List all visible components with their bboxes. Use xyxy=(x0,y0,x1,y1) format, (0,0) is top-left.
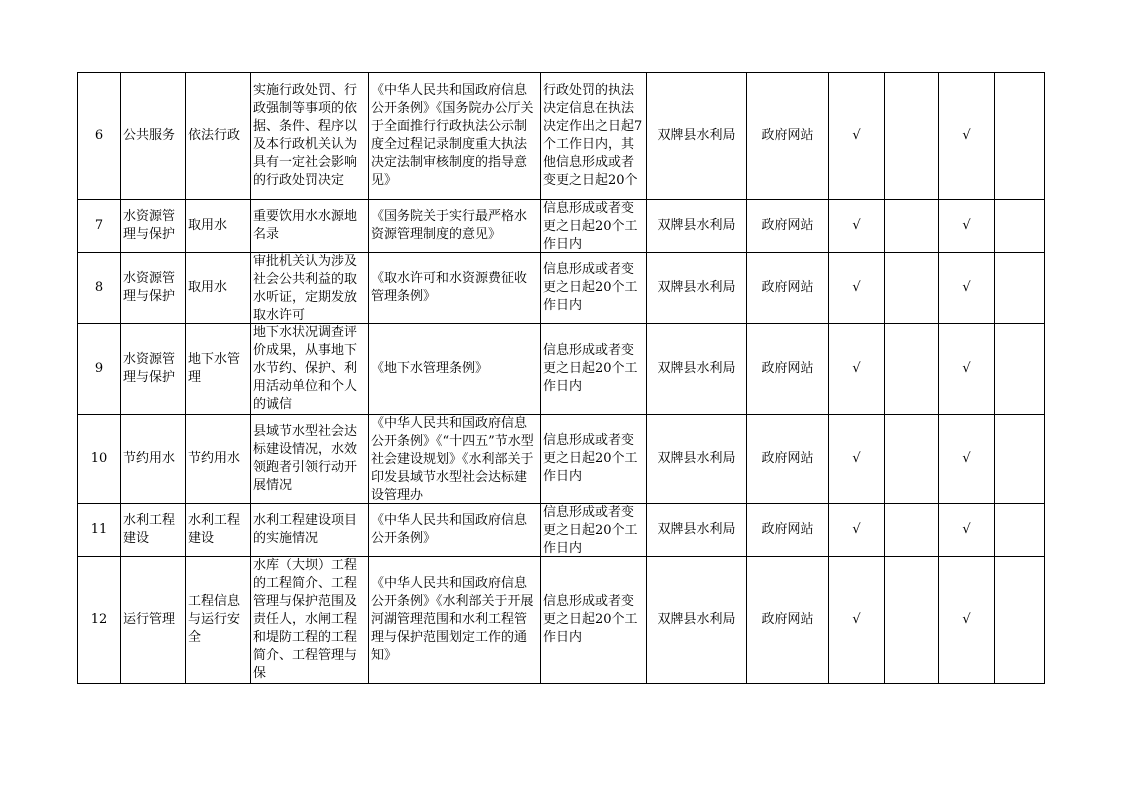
check-mark xyxy=(995,504,1045,557)
subject-cell: 双牌县水利局 xyxy=(647,200,747,253)
timeline-cell: 信息形成或者变更之日起20个工作日内 xyxy=(541,557,647,684)
row-number: 6 xyxy=(78,73,121,200)
subcategory-cell: 依法行政 xyxy=(186,73,251,200)
timeline-cell: 信息形成或者变更之日起20个工作日内 xyxy=(541,253,647,324)
subject-cell: 双牌县水利局 xyxy=(647,504,747,557)
subcategory-cell: 取用水 xyxy=(186,200,251,253)
check-mark xyxy=(885,253,939,324)
check-mark: √ xyxy=(939,324,995,415)
content-cell: 审批机关认为涉及社会公共利益的取水听证，定期发放取水许可 xyxy=(251,253,369,324)
timeline-cell: 信息形成或者变更之日起20个工作日内 xyxy=(541,504,647,557)
disclosure-table xyxy=(77,72,1045,684)
check-mark: √ xyxy=(939,415,995,504)
check-mark xyxy=(995,557,1045,684)
table-row xyxy=(78,504,1045,557)
check-mark: √ xyxy=(829,253,885,324)
check-mark xyxy=(885,504,939,557)
subcategory-cell: 水利工程建设 xyxy=(186,504,251,557)
check-mark: √ xyxy=(829,557,885,684)
basis-cell: 《中华人民共和国政府信息公开条例》《水利部关于开展河湖管理范围和水利工程管理与保护范围划定工作的通知》 xyxy=(369,557,541,684)
check-mark xyxy=(885,73,939,200)
table-row xyxy=(78,415,1045,504)
timeline-cell: 信息形成或者变更之日起20个工作日内 xyxy=(541,324,647,415)
channel-cell: 政府网站 xyxy=(747,253,829,324)
subcategory-cell: 取用水 xyxy=(186,253,251,324)
check-mark: √ xyxy=(829,415,885,504)
channel-cell: 政府网站 xyxy=(747,557,829,684)
row-number: 12 xyxy=(78,557,121,684)
subject-cell: 双牌县水利局 xyxy=(647,557,747,684)
check-mark xyxy=(995,324,1045,415)
row-number: 7 xyxy=(78,200,121,253)
row-number: 10 xyxy=(78,415,121,504)
content-cell: 水利工程建设项目的实施情况 xyxy=(251,504,369,557)
subject-cell: 双牌县水利局 xyxy=(647,253,747,324)
category-cell: 水资源管理与保护 xyxy=(121,200,186,253)
table-row xyxy=(78,324,1045,415)
check-mark xyxy=(885,324,939,415)
content-cell: 重要饮用水水源地名录 xyxy=(251,200,369,253)
check-mark: √ xyxy=(829,200,885,253)
check-mark: √ xyxy=(829,504,885,557)
subject-cell: 双牌县水利局 xyxy=(647,415,747,504)
category-cell: 运行管理 xyxy=(121,557,186,684)
category-cell: 水资源管理与保护 xyxy=(121,253,186,324)
check-mark: √ xyxy=(939,557,995,684)
check-mark xyxy=(995,415,1045,504)
check-mark: √ xyxy=(939,200,995,253)
basis-cell: 《国务院关于实行最严格水资源管理制度的意见》 xyxy=(369,200,541,253)
table-row xyxy=(78,73,1045,200)
check-mark: √ xyxy=(829,324,885,415)
content-cell: 水库（大坝）工程的工程简介、工程管理与保护范围及责任人，水闸工程和堤防工程的工程简介、工程管理与保 xyxy=(251,557,369,684)
basis-cell: 《中华人民共和国政府信息公开条例》《国务院办公厅关于全面推行行政执法公示制度全过程记录制度重大执法决定法制审核制度的指导意见》 xyxy=(369,73,541,200)
check-mark xyxy=(995,253,1045,324)
category-cell: 节约用水 xyxy=(121,415,186,504)
basis-cell: 《中华人民共和国政府信息公开条例》《“十四五”节水型社会建设规划》《水利部关于印发县域节水型社会达标建设管理办 xyxy=(369,415,541,504)
subject-cell: 双牌县水利局 xyxy=(647,324,747,415)
table-row xyxy=(78,200,1045,253)
subcategory-cell: 地下水管理 xyxy=(186,324,251,415)
check-mark xyxy=(995,73,1045,200)
check-mark xyxy=(995,200,1045,253)
subcategory-cell: 工程信息与运行安全 xyxy=(186,557,251,684)
table-row xyxy=(78,253,1045,324)
row-number: 11 xyxy=(78,504,121,557)
timeline-cell: 信息形成或者变更之日起20个工作日内 xyxy=(541,415,647,504)
category-cell: 水资源管理与保护 xyxy=(121,324,186,415)
check-mark xyxy=(885,415,939,504)
check-mark: √ xyxy=(939,504,995,557)
check-mark: √ xyxy=(939,253,995,324)
check-mark: √ xyxy=(829,73,885,200)
table-row xyxy=(78,557,1045,684)
row-number: 9 xyxy=(78,324,121,415)
channel-cell: 政府网站 xyxy=(747,415,829,504)
basis-cell: 《中华人民共和国政府信息公开条例》 xyxy=(369,504,541,557)
basis-cell: 《取水许可和水资源费征收管理条例》 xyxy=(369,253,541,324)
content-cell: 实施行政处罚、行政强制等事项的依据、条件、程序以及本行政机关认为具有一定社会影响的行政处罚决定 xyxy=(251,73,369,200)
row-number: 8 xyxy=(78,253,121,324)
channel-cell: 政府网站 xyxy=(747,504,829,557)
basis-cell: 《地下水管理条例》 xyxy=(369,324,541,415)
channel-cell: 政府网站 xyxy=(747,73,829,200)
channel-cell: 政府网站 xyxy=(747,324,829,415)
content-cell: 县域节水型社会达标建设情况，水效领跑者引领行动开展情况 xyxy=(251,415,369,504)
timeline-cell: 信息形成或者变更之日起20个工作日内 xyxy=(541,200,647,253)
check-mark: √ xyxy=(939,73,995,200)
check-mark xyxy=(885,557,939,684)
subject-cell: 双牌县水利局 xyxy=(647,73,747,200)
subcategory-cell: 节约用水 xyxy=(186,415,251,504)
check-mark xyxy=(885,200,939,253)
content-cell: 地下水状况调查评价成果，从事地下水节约、保护、利用活动单位和个人的诚信 xyxy=(251,324,369,415)
category-cell: 公共服务 xyxy=(121,73,186,200)
channel-cell: 政府网站 xyxy=(747,200,829,253)
category-cell: 水利工程建设 xyxy=(121,504,186,557)
timeline-cell: 行政处罚的执法决定信息在执法决定作出之日起7个工作日内，其他信息形成或者变更之日起20个 xyxy=(541,73,647,200)
